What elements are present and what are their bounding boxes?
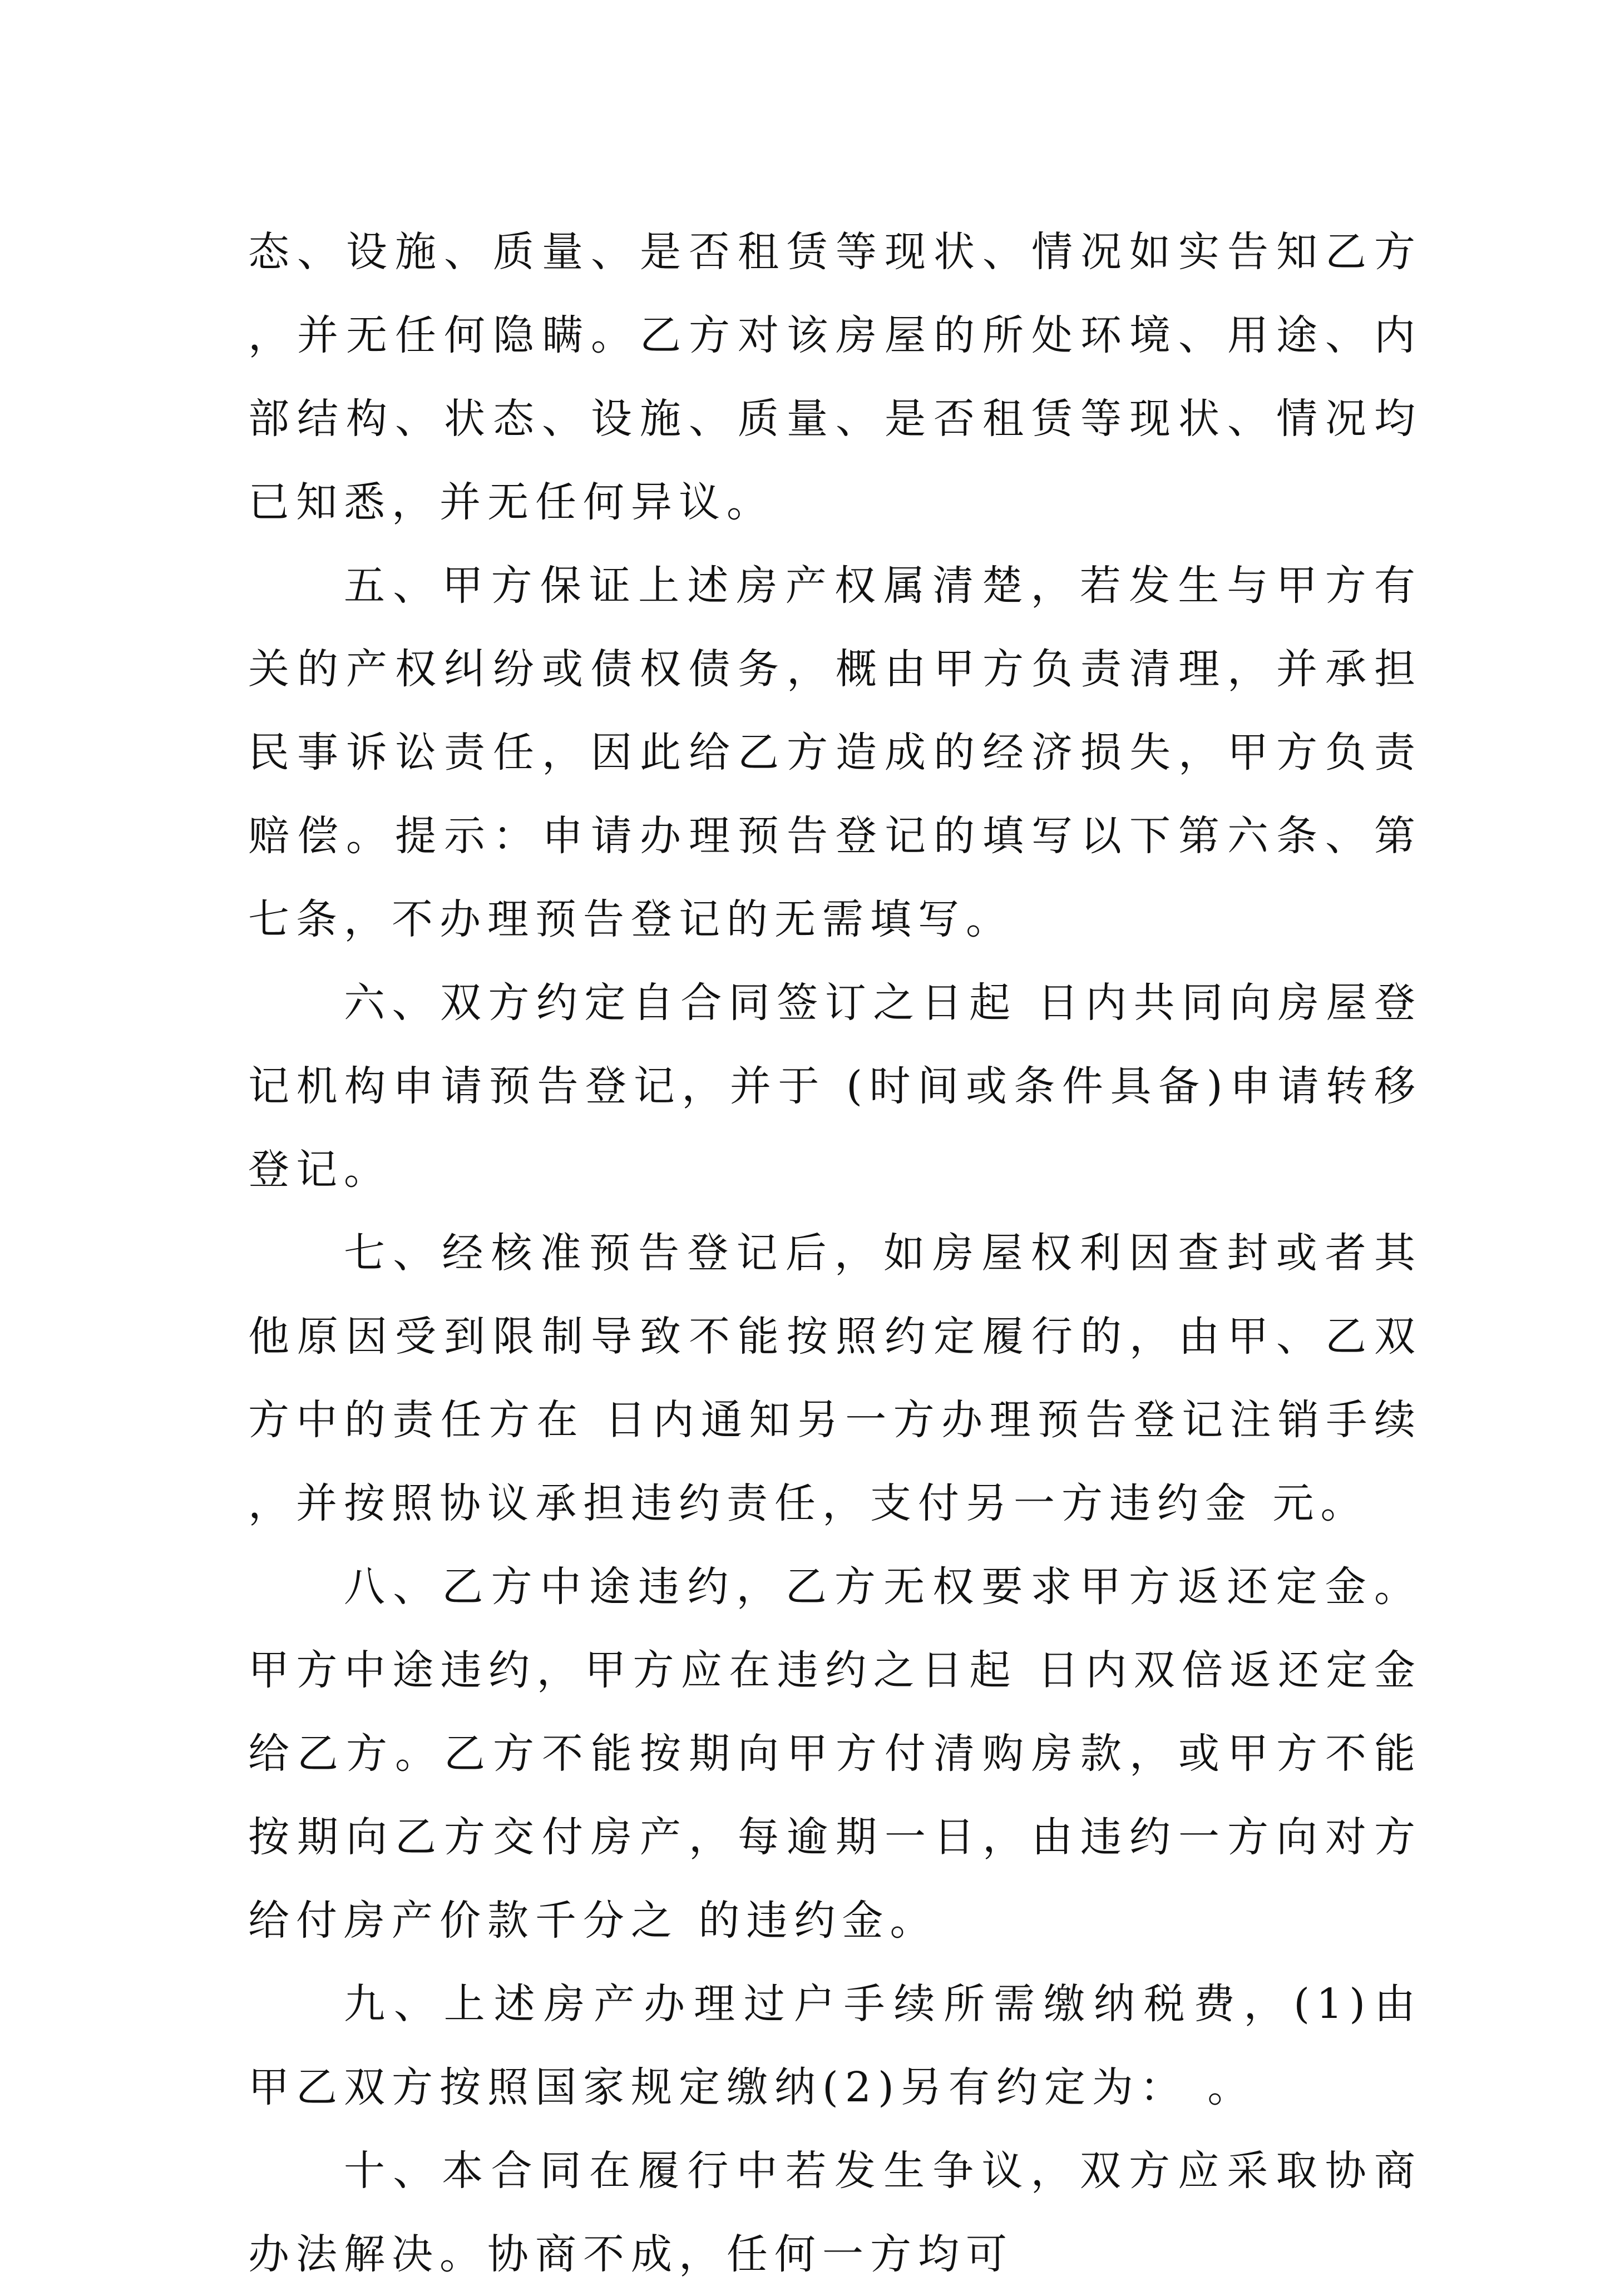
- paragraph-clause-9: 九、上述房产办理过户手续所需缴纳税费，(1)由甲乙双方按照国家规定缴纳(2)另有约定为： 。: [248, 1980, 1422, 2111]
- paragraph-clause-6: 六、双方约定自合同签订之日起 日内共同向房屋登记机构申请预告登记，并于 (时间或条件具备)申请转移登记。: [248, 979, 1422, 1194]
- paragraph-continued: 态、设施、质量、是否租赁等现状、情况如实告知乙方，并无任何隐瞒。乙方对该房屋的所处环境、用途、内部结构、状态、设施、质量、是否租赁等现状、情况均已知悉，并无任何异议。: [248, 228, 1422, 526]
- paragraph-clause-10: 十、本合同在履行中若发生争议，双方应采取协商办法解决。协商不成，任何一方均可: [248, 2147, 1422, 2278]
- paragraph-clause-5: 五、甲方保证上述房产权属清楚，若发生与甲方有关的产权纠纷或债权债务，概由甲方负责清理，并承担民事诉讼责任，因此给乙方造成的经济损失，甲方负责赔偿。提示：申请办理预告登记的填写以下第六条、第七条，不办理预告登记的无需填写。: [248, 562, 1422, 943]
- paragraph-clause-8: 八、乙方中途违约，乙方无权要求甲方返还定金。甲方中途违约，甲方应在违约之日起 日内双倍返还定金给乙方。乙方不能按期向甲方付清购房款，或甲方不能按期向乙方交付房产，每逾期一日，由违约一方向对方给付房产价款千分之 的违约金。: [248, 1563, 1422, 1944]
- document-body: [248, 210, 1422, 2296]
- paragraph-clause-7: 七、经核准预告登记后，如房屋权利因查封或者其他原因受到限制导致不能按照约定履行的，由甲、乙双方中的责任方在 日内通知另一方办理预告登记注销手续，并按照协议承担违约责任，支付另一方违约金 元。: [248, 1229, 1422, 1527]
